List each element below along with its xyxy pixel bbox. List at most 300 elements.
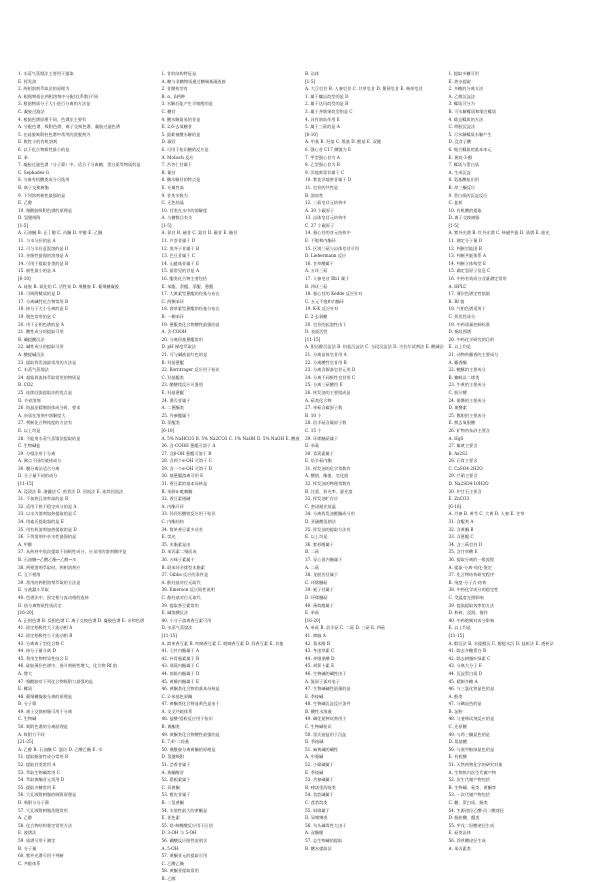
text-line: A. 甲基 B. 羟基 C. 羧基 D. 醛基 E. 双键 <box>305 139 381 145</box>
text-line: 39. 提取香豆素常用 <box>161 602 199 608</box>
text-line: 18. 按分子大小分离的是 E <box>18 306 69 312</box>
text-line: 25. 分离三萜酸用 E <box>305 382 343 388</box>
text-line: 8. 氨基酸检识用 <box>448 177 479 183</box>
text-line: A. 含-COOH <box>161 329 187 335</box>
text-line: A. 沸点不同的液体成分 <box>18 458 62 464</box>
text-line: D. 依分离物质性质而定 <box>18 602 62 608</box>
text-line: 23. 提取挥发油最常用的方法是 <box>18 359 77 365</box>
text-line: D. 环烯醚萜 <box>305 594 328 600</box>
text-line: 55. 吗啡属于 <box>305 807 330 813</box>
text-line: 11. 测定分子量 D <box>448 238 483 244</box>
text-line: 40. 小分子游离香豆素可用 <box>161 617 212 623</box>
text-line: 8. 分离有机酸类成分可选用 <box>18 177 70 183</box>
text-line: [16-20] <box>18 610 34 616</box>
text-line: A. 5-OH <box>161 845 179 851</box>
text-line: [6-10] <box>161 427 175 433</box>
text-line: A. 胆甾醇沉淀法 B. 铅盐沉淀法 C. 分段沉淀法 D. 吉拉尔试剂法 E. 酸碱法 <box>305 344 444 350</box>
text-line: 22. 蟾酥的主要成分 <box>448 367 486 373</box>
text-line: 45. 黄檀内酯属于 E <box>161 678 200 684</box>
text-line: [1-5] <box>305 78 316 84</box>
text-line: 57. 黄酮苷元的提取可用 <box>161 853 208 859</box>
text-line: A. 内酯开环 <box>161 503 184 509</box>
text-line: A. 增大 <box>18 670 33 676</box>
text-line: 19. 中药质量控制标准 <box>448 321 490 327</box>
text-line: 12. 黑芥子苷属于 B <box>161 245 200 251</box>
text-line: 33. 挥发油贮存应 <box>305 496 339 502</box>
text-line: 3. 水解后能产生半缩醛的是 <box>161 101 213 107</box>
text-line: D. 氨基酸 <box>448 739 467 745</box>
text-line: 24. 斑蝥的主要成分 <box>448 397 486 403</box>
text-line: B. 二氢黄酮 <box>161 800 184 805</box>
text-line: 41. 樟脑 A <box>305 632 326 638</box>
text-line: 46. 黄酮类化合物的基本母核是 <box>161 686 220 692</box>
text-line: B. 纯度-分子式-结构 <box>448 579 487 585</box>
text-line: 24. 分离不同极性皂苷用 C <box>305 374 356 380</box>
text-line: A. 乙醇 <box>18 815 33 821</box>
text-line: [11-15] <box>161 632 177 638</box>
text-line: 3. 鞣质可分为 <box>448 101 475 107</box>
text-line: 57. 总生物碱的提取 <box>305 837 343 843</box>
text-line: 50. 与溴甲酚绿显色的是 <box>448 746 495 752</box>
text-line: 8. 酶水解苷的特点是 <box>161 177 201 183</box>
text-line: 24. 超临界流体萃取常用的物质是 <box>18 374 81 380</box>
text-line: A. 双酯键 <box>305 830 324 836</box>
text-line: 9. 下列溶剂极性最强的是 <box>18 192 66 198</box>
text-line: B. 联苯环辛烯型木脂素 <box>161 564 205 570</box>
text-line: 39. 常用的两相溶剂萃取的方法是 <box>18 579 81 585</box>
text-line: 17. 大黄素型蒽醌的羟基分布在 <box>161 291 220 297</box>
text-line: A. 乙醇 B. 石油醚 C. 氯仿 D. 乙酸乙酯 E. 水 <box>18 746 103 752</box>
text-line: 9. 洋地黄毒苷属于 C <box>305 169 345 175</box>
text-line: 40. 中药炮制对成分影响 <box>448 617 495 623</box>
text-line: B. 分子量 <box>18 845 37 851</box>
text-line: 33. 以水为溶剂加热提取的是 C <box>18 511 77 517</box>
text-line: E. 2,6-去氧糖苷 <box>161 124 193 130</box>
text-line: D. 苯丙素二聚而成 <box>161 549 197 555</box>
text-line: C. 明胶沉淀法 <box>448 124 476 130</box>
text-line: C. 生物碱 <box>18 716 37 722</box>
text-line: 41. 固定相极性大于流动相 A <box>18 625 73 631</box>
text-line: 45. 精制多糖 A <box>448 678 478 684</box>
text-line: 28. 石膏主要含 <box>448 458 478 464</box>
text-line: D. 单萜 <box>305 443 320 449</box>
text-line: C. 受温度光照影响 <box>448 594 484 600</box>
text-line: 53. 苦参碱属于 <box>305 777 334 783</box>
text-line: E. 苯醌、萘醌、菲醌、蒽醌 <box>161 283 214 289</box>
text-line: A. 大豆皂苷 B. 人参皂苷 C. 甘草皂苷 D. 薯蓣皂苷 E. 柴胡皂苷 <box>305 86 423 92</box>
text-line: 32. 适用于热不稳定成分的是 A <box>18 503 77 509</box>
text-line: 55. 甲戊二羟酸途径生成 <box>448 822 495 828</box>
text-line: 26. 矿物药朱砂主要含 <box>448 427 490 433</box>
text-line: C. 27 个碳原子 <box>305 222 335 228</box>
text-line: E. 碱溶酸沉法 <box>161 610 189 616</box>
text-line: A. 浸渍法 B. 渗漉法 C. 煎煮法 D. 回流法 E. 连续回流法 <box>18 488 124 494</box>
text-line: 38. 中药化学成分的稳定性 <box>448 587 499 593</box>
text-line: 29. 芒硝主要含 <box>448 473 478 479</box>
text-line: 19. 蒽醌类化合物酸性最强的是 <box>161 321 220 327</box>
text-line: B. 碱提酸沉法 <box>18 336 45 342</box>
text-line: 21. 酸性成分的提取可用 <box>18 329 64 335</box>
text-line: 43. 分离离子型化合物 C <box>18 640 65 646</box>
text-line: E. 极性小的有机溶剂 <box>18 139 58 145</box>
text-line: 18. 强心苷的 Kedde 反应针对 <box>305 291 363 297</box>
text-line: [1-5] <box>161 222 172 228</box>
text-line: B. 蟾蜍甾二烯类 <box>448 374 480 380</box>
text-line: B. 二萜 <box>305 549 320 555</box>
text-line: 48. 与斐林试剂反应的是 <box>448 716 495 722</box>
text-line: B. 喹诺里西啶类 <box>305 784 336 790</box>
text-line: 7. 苦杏仁苷属于 <box>161 162 192 168</box>
text-line: A. 黄酮醇苷 <box>161 769 184 775</box>
text-line: 55. 提取多糖常用 E <box>18 784 56 790</box>
text-line: 59. 质谱可用于测定 <box>18 837 56 843</box>
text-line: A. 硅胶 B. 氧化铝 C. 活性炭 D. 聚酰胺 E. 葡聚糖凝胶 <box>18 283 120 289</box>
text-line: E. 以上均是 <box>18 427 41 433</box>
text-line: A. 萜类化合物 <box>305 397 332 403</box>
text-line: 20. 中药化学研究的目的 <box>448 336 495 342</box>
text-line: 36. 下列溶剂中亲水性最强的是 <box>18 534 77 540</box>
text-line: 20. 用于正相色谱的是 A <box>18 321 64 327</box>
text-line: 27. 雄黄主要含 <box>448 443 478 449</box>
text-line: 15. 区别三萜与甾体皂苷可用 <box>305 245 360 251</box>
text-line: D. 季铵碱 <box>305 739 324 745</box>
text-line: C. 挥发性成分 <box>448 314 476 319</box>
text-line: A. 5% NaHCO3 B. 5% Na2CO3 C. 1% NaOH D. 5% NaOH E. 酸液 <box>161 435 300 441</box>
text-line: 50. 吸附色谱的分离原理是 <box>18 724 68 730</box>
text-line: [16-20] <box>305 617 321 623</box>
text-line: 41. 七叶内酯属于 A <box>161 648 199 654</box>
text-line: 37. 穿心莲内酯属于 <box>305 557 343 562</box>
text-line: A. 氮原子孤对电子 <box>305 678 340 684</box>
text-line: D. 菲醌类 <box>161 420 180 426</box>
text-line: 56. 大孔吸附树脂的吸附原理是 <box>18 792 77 798</box>
text-line: 49. 离子交换树脂可用于分离 <box>18 708 73 714</box>
text-line: 10. 紫花洋地黄苷属于 D <box>305 177 352 183</box>
text-line: C. 胆汁酸 <box>448 389 467 395</box>
text-line: 42. 莪术醇 B <box>305 640 330 646</box>
text-line: 6. 强心苷 C17 侧链为 E <box>305 146 352 152</box>
text-line: A. 酚类 <box>448 693 463 699</box>
text-line: 49. 与茚三酮显色的是 <box>448 731 490 737</box>
text-line: 28. 不能用水蒸气蒸馏法提取的是 <box>18 435 81 441</box>
text-line: 21. 动物药麝香的主要成分 <box>448 351 499 357</box>
text-line: 55. 锆-枸橼酸反应用于区别 <box>161 822 213 828</box>
column-2 <box>161 70 300 881</box>
text-line: 56. 乌头碱毒性大由于 <box>305 822 347 828</box>
text-line: 51. 芸香苷属于 <box>161 762 191 768</box>
text-line: 2. 两相溶剂萃取法的原理为 <box>18 86 70 92</box>
text-line: 31. 含醌类 A <box>448 519 474 525</box>
text-line: 28. 倍半萜含碳原子数 <box>305 420 347 426</box>
text-line: 46. 生物碱的碱性由于 <box>305 670 347 676</box>
text-line: 38. Emerson 反应阳性说明 <box>161 587 215 593</box>
text-line: 54. 水溶性最大的黄酮是 <box>161 807 208 813</box>
text-line: 53. 萃取生物碱常用 C <box>18 769 60 775</box>
text-line: D. 斑蝥素 <box>448 405 467 411</box>
text-line: 48. 葡聚糖凝胶分离的原理是 <box>18 693 73 699</box>
text-line: 58. 化合物结构鉴定常用方法 <box>18 822 73 828</box>
text-line: 4. 具有溶血作用 E <box>305 116 340 122</box>
text-line: B. 一侧苯环 <box>161 314 184 319</box>
text-line: 51. 提取脂溶性成分常用 B <box>18 754 69 760</box>
text-line: 27. 含β-OH 蒽醌可溶于 B <box>161 450 212 456</box>
text-line: 43. 分离大分子 E <box>448 663 482 669</box>
text-line: 38. 两相溶剂萃取时，两相溶剂应 <box>18 564 81 570</box>
text-line: 35. 用有机溶剂加热提取的是 D <box>18 526 77 532</box>
text-line: 20. 皂苷的起泡性由于 <box>305 321 347 327</box>
text-line: [11-15] <box>448 632 464 638</box>
text-line: 36. 提取分离的一般流程 <box>448 557 495 562</box>
text-line: C. 生物碱检识 <box>305 724 332 730</box>
text-line: C. 糖苷 <box>161 108 176 114</box>
text-line: D. 亚硫酸氢钠法 <box>305 519 336 525</box>
text-line: E. 苯 <box>18 154 28 160</box>
text-line: C. 生物碱盐 <box>18 443 41 449</box>
text-line: E. 有机酸 <box>448 754 467 760</box>
text-line: [21-25] <box>18 739 34 745</box>
text-line: 14. 判断立体构型 E <box>448 260 487 266</box>
text-line: 26. 含-COOH 蒽醌可溶于 A <box>161 443 216 449</box>
text-line: A. 30 个碳原子 <box>305 207 335 213</box>
text-line: 56. 硼酸反应阳性说明含 <box>161 837 208 843</box>
text-line: E. 挥发油 <box>18 78 37 84</box>
text-line: C. 无色结晶 <box>161 200 184 206</box>
text-line: 21. 分离甾体皂苷用 A <box>305 351 347 357</box>
text-line: D. 节省溶剂 <box>18 397 41 403</box>
text-line: A. 单萜 B. 倍半萜 C. 二萜 D. 三萜 E. 四萜 <box>305 625 386 631</box>
text-line: E. 2-去氧糖 <box>305 314 328 319</box>
text-line: 44. 齐墩果酸 D <box>305 655 335 661</box>
text-line: B. 离子交换树脂 <box>18 184 49 190</box>
text-line: C. 异黄酮 <box>161 784 180 790</box>
text-line: B. As2S2 <box>448 450 468 456</box>
text-line: C. 2-苯基色原酮 <box>161 693 193 699</box>
text-line: B. 溶血性 <box>305 192 324 198</box>
text-line: D. 吸附与分子筛 <box>18 800 49 805</box>
text-line: A. 与糖数目有关 <box>161 215 193 221</box>
column-3 <box>305 70 444 851</box>
text-line: 17. 薄层色谱定性依据 <box>448 291 490 297</box>
text-line: E. 花色素 <box>161 815 180 821</box>
text-line: E. 分液漏斗萃取 <box>18 587 49 593</box>
text-line: C. 凝胶过滤法 <box>18 108 45 114</box>
text-line: A. 乙醇沉淀法 <box>448 93 476 99</box>
text-line: B. 分子筛 <box>18 701 37 707</box>
text-line: D. 3-OH 与 5-OH <box>161 830 197 836</box>
text-line: 9. 蛋白质的沉淀反应 <box>448 192 488 198</box>
text-line: D. 分子量不同的成分 <box>18 473 58 479</box>
text-line: 5. 最难被酸水解的是 <box>161 131 201 137</box>
text-line: B. 比重、折光率、旋光度 <box>305 488 353 494</box>
text-line: 1. 水蒸气蒸馏法主要用于提取 <box>18 71 74 76</box>
text-line: 30. 使蒽醌游离可用 E <box>161 473 204 479</box>
text-line: A. 氧苷 B. 硫苷 C. 氮苷 D. 碳苷 E. 酯苷 <box>161 230 238 236</box>
text-line: 4. 根据色谱原理不同，色谱法主要有 <box>18 116 87 122</box>
text-line: E. 波谱法 <box>18 830 37 836</box>
text-line: D. 水蒸气蒸馏法 <box>161 625 193 631</box>
text-line: [11-15] <box>305 336 321 342</box>
text-line: 58. 黄酮苷提取常用 <box>161 868 199 874</box>
text-line: 5. 属于三萜的是 A <box>305 124 340 130</box>
text-line: E. 以上均是 <box>448 344 471 350</box>
text-line: 11. 芦荟苷属于 D <box>161 238 196 244</box>
text-line: A. 五环三萜 <box>305 268 328 274</box>
text-line: C. 酚羟基对位无取代 <box>161 594 201 600</box>
text-line: D. Liebermann 反应 <box>305 253 347 259</box>
text-line: A. 醇沉法 B. 水提醇沉 C. 醇提水沉 D. 盐析法 E. 透析法 <box>448 640 554 646</box>
text-line: 10. 聚酰胺吸附色谱的原理是 <box>18 207 73 213</box>
text-line: 2. 属于达玛烷型的是 B <box>305 101 349 107</box>
text-line: 32. 香豆素遇碱 <box>161 496 191 502</box>
text-line: A. Molisch 反应 <box>161 154 194 160</box>
text-line: A. 交叉共轭体系 <box>161 708 193 714</box>
text-line: A. 糖与非糖物质通过糖端基碳连接 <box>161 78 226 84</box>
text-line: 34. 含三萜皂苷 D <box>448 541 483 547</box>
text-line: 46. 硅胶薄层色谱中，展开剂极性增大，化合物 Rf 值 <box>18 663 118 669</box>
text-line: 47. 黄酮类化合物显黄色是由于 <box>161 701 220 707</box>
text-line: A. 提取-分离-纯化-鉴定 <box>448 564 492 570</box>
text-line: C. 盐析 <box>448 200 463 206</box>
text-line: C. 环烯醚萜 <box>305 579 328 585</box>
text-line: B. 甾体 <box>305 71 320 76</box>
text-line: C. Sephadex G <box>18 169 50 175</box>
text-line: E. 单萜 <box>305 610 320 616</box>
text-line: 4. 酸水解最易的苷是 <box>161 116 201 122</box>
text-line: E. ZnCO3 <box>448 496 470 502</box>
text-line: 25. 连续回流提取法的优点是 <box>18 389 73 395</box>
text-line: A. 二萜 <box>305 564 320 570</box>
text-line: A. HPLC <box>448 283 467 289</box>
text-line: B. 石油醚→乙酸乙酯→乙醇→水 <box>18 557 77 562</box>
text-line: C. 两侧苯环 <box>161 298 184 304</box>
text-line: 12. 三萜皂苷元结构中 <box>305 200 347 206</box>
text-line: A. 苯丙素类 <box>448 845 471 851</box>
text-line: 11. 皂苷的共性是 <box>305 184 339 190</box>
text-line: 31. 挥发油的化学常数有 <box>305 465 351 471</box>
text-line: 52. 次生代谢产物包括 <box>448 777 490 783</box>
text-line: 18. 气相色谱适用于 <box>448 306 486 312</box>
text-line: 19. 脱色常用的是 C <box>18 314 56 319</box>
text-line: A. 酸提碱沉法 <box>18 351 45 357</box>
text-line: D. 氢键吸附 <box>18 215 41 221</box>
text-line: 43. 邪蒿内酯属于 C <box>161 663 200 669</box>
text-line: 22. 碱性成分的提取可用 <box>18 344 64 350</box>
text-line: B. 羟基蒽醌 <box>161 359 184 365</box>
text-line: 20. 分离羟基蒽醌常用 <box>161 336 203 342</box>
text-line: 30. 青蒿素属于 <box>305 450 334 456</box>
text-line: 49. 黄酮类化合物酸性最强的是 <box>161 731 220 737</box>
text-line: 3. 根据物质分子大小进行分离的方法是 <box>18 101 91 107</box>
text-line: 60. 紫外光谱可用于判断 <box>18 853 64 859</box>
text-line: B. 苯骈α-吡喃酮 <box>161 488 193 494</box>
text-line: 57. 大孔吸附树脂洗脱常用 <box>18 807 68 813</box>
text-line: C. 乙酸乙酯 <box>161 860 184 866</box>
text-line: 29. 含一个α-OH 可溶于 D <box>161 465 212 471</box>
text-line: 48. 生物碱沉淀反应条件 <box>305 701 351 707</box>
text-line: C. 糖、蛋白质、脂类 <box>448 800 488 805</box>
text-line: 22. 分离酸性皂苷用 B <box>305 359 347 365</box>
text-line: D. 碳苷 <box>161 139 176 145</box>
text-line: 23. 牛黄的主要成分 <box>448 382 486 388</box>
text-line: A. 二蒽酮类 <box>161 405 184 411</box>
text-line: 26. 挥发油的主要组成是 <box>305 389 351 395</box>
text-line: [6-10] <box>18 276 31 282</box>
text-line: A. 酸值、酯值、皂化值 <box>305 473 349 479</box>
text-line: 43. 冬凌草素 C <box>305 648 335 654</box>
text-line: E. 季铵碱 <box>305 693 324 699</box>
text-line: 18. 茜草素型蒽醌的羟基分布在 <box>161 306 220 312</box>
text-line: 42. 补骨脂素属于 B <box>161 655 200 661</box>
text-line: E. 以上均是 <box>448 625 471 631</box>
text-line: 30. 炉甘石主要含 <box>448 488 482 494</box>
text-line: A. 根据物质在两相溶剂中分配比(系数)不同 <box>18 93 99 99</box>
text-line: [11-15] <box>18 481 34 487</box>
text-line: 16. 中药有效成分含量测定常用 <box>448 276 507 282</box>
text-line: D. pH 梯度萃取法 <box>161 344 196 350</box>
text-line: C. 共轭体系 <box>18 860 41 866</box>
text-line: 26. 结晶法精制固体成分时，要求 <box>18 405 81 411</box>
text-line: 5. 可水解鞣质水解产生 <box>448 131 492 137</box>
text-line: E. 季铵碱 <box>305 769 324 775</box>
text-line: 2. 多糖的分离方法 <box>448 86 484 92</box>
text-line: 33. 含蒽醌 C <box>448 534 474 540</box>
text-line: 30. 膜分离法适合分离 <box>18 465 60 471</box>
text-line: 47. 生物碱碱性最强的是 <box>305 686 351 692</box>
text-line: 56. 莽草酸途径生成 <box>448 837 486 843</box>
text-line: 25. 丹参醌属于 <box>161 412 191 418</box>
text-line: 29. 环烯醚萜属于 <box>305 435 339 441</box>
text-line: 32. 挥发油的物理常数有 <box>305 481 351 487</box>
text-line: 44. 按分子量分离 D <box>18 648 56 654</box>
text-line: 41. 除去多糖蛋白 B <box>448 648 487 654</box>
text-line: 39. 提高提取效率的方法 <box>448 602 495 608</box>
text-line: 39. 栀子苷属于 <box>305 587 334 593</box>
text-line: 34. 用索氏提取器的是 E <box>18 519 64 525</box>
text-line: 1. 提取多糖可用 <box>448 71 479 76</box>
text-line: 37. Gibbs 反应的条件是 <box>161 572 209 578</box>
text-line: 13. 判断共轭体系 A <box>448 253 486 259</box>
text-line: C. 密闭避光低温 <box>305 503 336 509</box>
text-line: 52. 提取苷类常用 A <box>18 762 56 768</box>
text-line: 37. 从药材中依次提取不同极性成分，应采用的溶剂顺序是 <box>18 549 127 555</box>
text-line: E. 7,4'-二羟基 <box>161 739 190 745</box>
text-line: D. 表面活性 <box>305 329 328 335</box>
text-line: 3. 属于齐墩果烷型的是 C <box>305 108 353 114</box>
text-line: 16. 醌类化合物主要包括 <box>161 276 208 282</box>
text-line: 1. 属于螺甾烷型的是 D <box>305 93 349 99</box>
text-line: 42. 除去树脂叶绿素 C <box>448 655 491 661</box>
text-line: 11. 与水分层的是 A <box>18 238 56 244</box>
text-line: 22. Borntrager 反应用于检识 <box>161 367 220 373</box>
text-line: A. 麝香酮 <box>448 359 467 365</box>
column-1 <box>18 70 152 866</box>
text-line: 52. 小檗碱属于 <box>305 762 334 768</box>
text-line: 16. 可吸附鞣质的是 D <box>18 291 60 297</box>
text-line: 14. 山慈菇苷属于 E <box>161 260 200 266</box>
text-line: B. 可水解鞣质和缩合鞣质 <box>448 108 497 114</box>
text-line: 12. 判断官能团 B <box>448 245 482 251</box>
text-line: 54. 萃取黄酮苷元常用 D <box>18 777 65 783</box>
text-line: 24. 番泻苷属于 <box>161 397 191 403</box>
text-line: 31. 不加热且效率高的是 B <box>18 496 69 502</box>
text-line: E. 以上均是 <box>305 534 328 540</box>
text-line: 27. 判断化合物纯度的方法有 <box>18 420 73 426</box>
text-line: 48. 盐酸-镁粉反应用于检识 <box>161 716 213 722</box>
text-line: 51. 麻黄碱的碱性 <box>305 746 339 752</box>
text-line: 23. 分离含羰基皂苷元用 D <box>305 367 356 373</box>
text-line: D. Na2SO4·10H2O <box>448 481 489 487</box>
text-line: 53. 橙皮苷属于 <box>161 792 191 798</box>
